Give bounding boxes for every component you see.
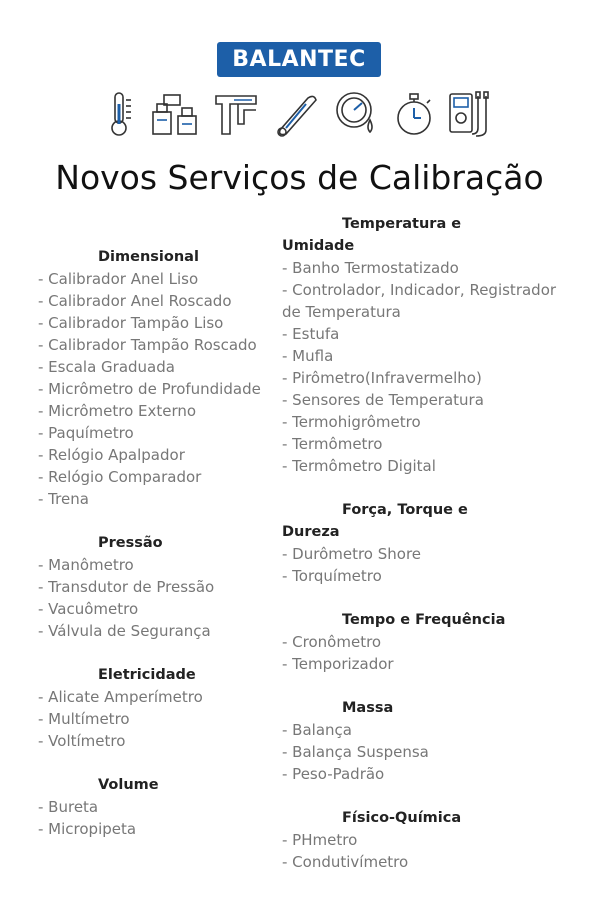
- section-heading: Eletricidade: [98, 667, 196, 683]
- icon-row: [100, 90, 500, 140]
- list-item: - Durômetro Shore: [282, 545, 422, 563]
- section-volume: [38, 774, 159, 840]
- list-item: - Balança Suspensa: [282, 743, 429, 761]
- thermometer-icon: [104, 90, 136, 138]
- list-item: - Relógio Apalpador: [38, 446, 185, 464]
- caliper-icon: [212, 90, 260, 138]
- list-item: - Micrômetro de Profundidade: [38, 380, 261, 398]
- multimeter-icon: [446, 90, 496, 138]
- pressure-gauge-icon: [332, 90, 380, 138]
- list-item: - Mufla: [282, 347, 334, 365]
- list-item: - Micrômetro Externo: [38, 402, 197, 420]
- list-item: - Controlador, Indicador, Registrador de Temperatura: [282, 281, 557, 321]
- list-item: - Torquímetro: [282, 567, 382, 585]
- section-heading-line: Temperatura e: [342, 216, 462, 232]
- section-heading: [282, 213, 482, 257]
- list-item: - Pirômetro(Infravermelho): [282, 369, 482, 387]
- clinical-thermometer-icon: [272, 90, 320, 138]
- section-forca-torque-dureza: [282, 499, 482, 587]
- list-item: - Temporizador: [282, 655, 394, 673]
- list-item: - Termohigrômetro: [282, 413, 421, 431]
- section-heading-line: Dureza: [282, 524, 340, 540]
- list-item: - Calibrador Tampão Roscado: [38, 336, 257, 354]
- list-item: - Válvula de Segurança: [38, 622, 211, 640]
- weights-icon: [150, 90, 200, 138]
- list-item: - Alicate Amperímetro: [38, 688, 203, 706]
- page-title: Novos Serviços de Calibração: [55, 158, 544, 197]
- section-temperatura-umidade: [282, 213, 562, 477]
- list-item: - Banho Termostatizado: [282, 259, 459, 277]
- list-item: - Multímetro: [38, 710, 130, 728]
- list-item: - PHmetro: [282, 831, 358, 849]
- list-item: - Bureta: [38, 798, 99, 816]
- list-item: - Calibrador Anel Liso: [38, 270, 199, 288]
- list-item: - Estufa: [282, 325, 340, 343]
- list-item: - Condutivímetro: [282, 853, 409, 871]
- section-pressao: [38, 532, 214, 642]
- section-massa: [282, 697, 429, 785]
- list-item: - Manômetro: [38, 556, 134, 574]
- list-item: - Voltímetro: [38, 732, 126, 750]
- section-heading: Massa: [342, 700, 394, 716]
- list-item: - Peso-Padrão: [282, 765, 385, 783]
- list-item: - Sensores de Temperatura: [282, 391, 484, 409]
- list-item: - Transdutor de Pressão: [38, 578, 215, 596]
- list-item: - Micropipeta: [38, 820, 137, 838]
- section-heading: Tempo e Frequência: [342, 612, 506, 628]
- list-item: - Calibrador Anel Roscado: [38, 292, 232, 310]
- section-fisico-quimica: [282, 807, 461, 873]
- stopwatch-icon: [390, 90, 438, 138]
- section-heading: Pressão: [98, 535, 163, 551]
- list-item: - Vacuômetro: [38, 600, 139, 618]
- list-item: - Termômetro Digital: [282, 457, 436, 475]
- section-heading-line: Umidade: [282, 238, 355, 254]
- section-tempo-frequencia: [282, 609, 505, 675]
- section-eletricidade: [38, 664, 203, 752]
- list-item: - Calibrador Tampão Liso: [38, 314, 224, 332]
- list-item: - Trena: [38, 490, 89, 508]
- list-item: - Relógio Comparador: [38, 468, 202, 486]
- brand-name: BALANTEC: [232, 47, 366, 72]
- section-heading-line: Força, Torque e: [342, 502, 468, 518]
- list-item: - Cronômetro: [282, 633, 382, 651]
- section-heading: [282, 499, 482, 543]
- brand-logo: [217, 42, 381, 77]
- list-item: - Termômetro: [282, 435, 383, 453]
- list-item: - Escala Graduada: [38, 358, 175, 376]
- section-heading: Volume: [98, 777, 159, 793]
- section-heading: Físico-Química: [342, 810, 462, 826]
- section-dimensional: [38, 246, 261, 510]
- section-heading: Dimensional: [98, 249, 199, 265]
- list-item: - Paquímetro: [38, 424, 134, 442]
- list-item: - Balança: [282, 721, 352, 739]
